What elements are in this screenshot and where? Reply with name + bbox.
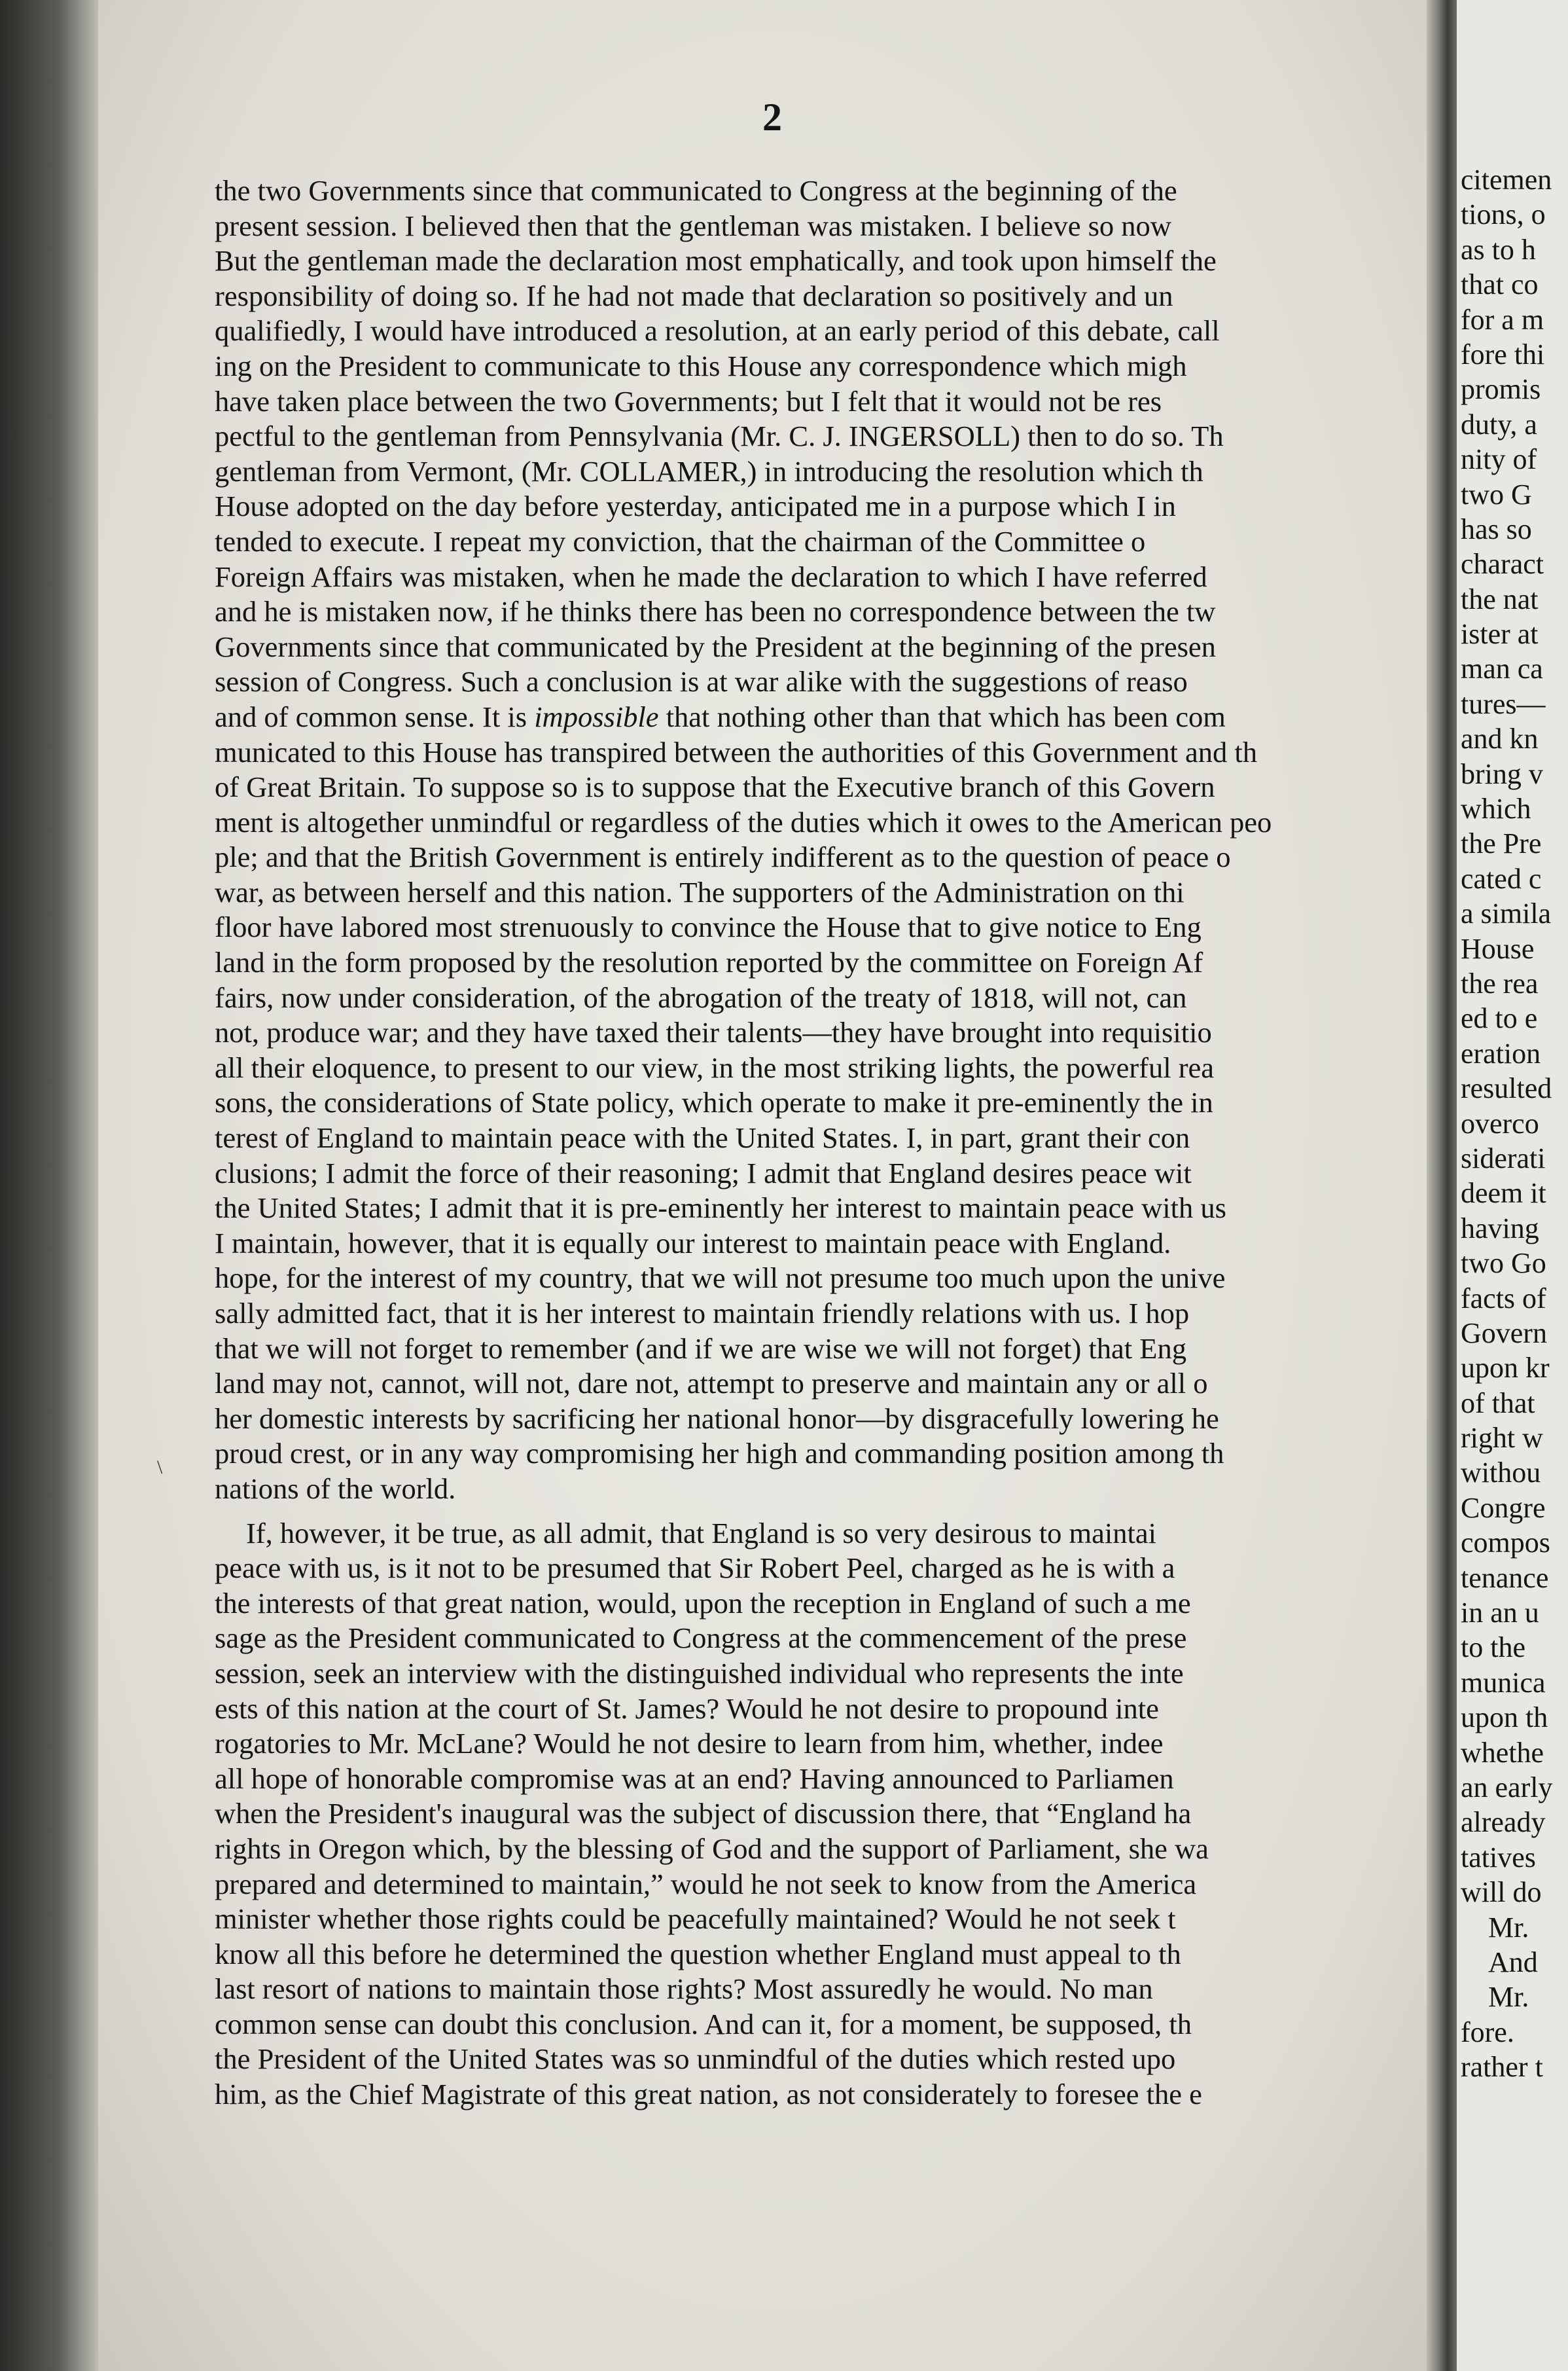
adjacent-text-line: already — [1461, 1806, 1546, 1839]
text-line: him, as the Chief Magistrate of this great nation, as not considerately to foresee the e — [215, 2078, 1202, 2111]
adjacent-text-line: two G — [1461, 478, 1532, 511]
text-line: the interests of that great nation, would, upon the reception in England of such a me — [215, 1586, 1191, 1620]
adjacent-text-line: rather t — [1461, 2051, 1543, 2084]
text-line: prepared and determined to maintain,” would he not seek to know from the America — [215, 1867, 1197, 1900]
adjacent-text-line: an early — [1461, 1771, 1553, 1803]
text-line: peace with us, is it not to be presumed that Sir Robert Peel, charged as he is with a — [215, 1551, 1175, 1585]
page-number: 2 — [762, 96, 782, 139]
adjacent-text-line: nity of — [1461, 443, 1537, 476]
adjacent-text-line: tions, o — [1461, 198, 1546, 231]
text-line: all hope of honorable compromise was at an end? Having announced to Parliamen — [215, 1762, 1174, 1795]
text-line: Governments since that communicated by the President at the beginning of the presen — [215, 630, 1216, 663]
adjacent-text-line: right w — [1461, 1422, 1543, 1455]
text-line: nations of the world. — [215, 1472, 456, 1505]
adjacent-text-line: will do — [1461, 1876, 1542, 1909]
text-line: ment is altogether unmindful or regardless of the duties which it owes to the American peo — [215, 805, 1272, 839]
adjacent-text-line: a simila — [1461, 897, 1552, 930]
adjacent-text-line: charact — [1461, 548, 1544, 581]
text-line: ests of this nation at the court of St. James? Would he not desire to propound inte — [215, 1692, 1159, 1725]
adjacent-text-line: having — [1461, 1212, 1539, 1244]
adjacent-text-line: that co — [1461, 268, 1539, 301]
text-line: I maintain, however, that it is equally our interest to maintain peace with England. — [215, 1226, 1171, 1259]
adjacent-text-line: ed to e — [1461, 1002, 1538, 1035]
adjacent-text-line: two Go — [1461, 1247, 1546, 1280]
adjacent-text-line: has so — [1461, 513, 1532, 545]
text-line: proud crest, or in any way compromising her high and commanding position among th — [215, 1437, 1224, 1470]
margin-mark: ø — [7, 422, 16, 444]
adjacent-text-line: ister at — [1461, 618, 1539, 651]
text-line: terest of England to maintain peace with the United States. I, in part, grant their con — [215, 1121, 1190, 1155]
text-line: her domestic interests by sacrificing her national honor—by disgracefully lowering he — [215, 1402, 1219, 1435]
text-line: that we will not forget to remember (and if we are wise we will not forget) that Eng — [215, 1331, 1186, 1365]
text-line: rights in Oregon which, by the blessing of God and the support of Parliament, she wa — [215, 1832, 1209, 1865]
adjacent-text-line: to the — [1461, 1631, 1525, 1664]
text-line: hope, for the interest of my country, that we will not presume too much upon the unive — [215, 1261, 1226, 1295]
text-line: sally admitted fact, that it is her interest to maintain friendly relations with us. I hop — [215, 1297, 1190, 1330]
text-line: Foreign Affairs was mistaken, when he made the declaration to which I have referred — [215, 560, 1207, 593]
text-line: clusions; I admit the force of their reasoning; I admit that England desires peace wit — [215, 1156, 1192, 1189]
adjacent-text-line: as to h — [1461, 233, 1536, 266]
adjacent-text-line: overco — [1461, 1107, 1539, 1140]
adjacent-text-line: in an u — [1461, 1597, 1539, 1629]
text-line: land in the form proposed by the resolution reported by the committee on Foreign Af — [215, 946, 1203, 979]
adjacent-text-line: fore. — [1461, 2016, 1514, 2048]
adjacent-text-line: Mr. — [1488, 1981, 1529, 2014]
text-line: ple; and that the British Government is entirely indifferent as to the question of peace o — [215, 841, 1231, 874]
text-line: session of Congress. Such a conclusion is at war alike with the suggestions of reaso — [215, 665, 1188, 698]
text-line: floor have labored most strenuously to convince the House that to give notice to Eng — [215, 911, 1202, 944]
adjacent-text-line: whethe — [1461, 1736, 1544, 1769]
text-line: ing on the President to communicate to this House any correspondence which migh — [215, 349, 1187, 382]
emphasis: impossible — [534, 700, 659, 733]
adjacent-text-line: eration — [1461, 1037, 1541, 1070]
text-line: fairs, now under consideration, of the abrogation of the treaty of 1818, will not, can — [215, 981, 1187, 1014]
adjacent-text-line: the rea — [1461, 967, 1539, 1000]
text-line: the two Governments since that communicated to Congress at the beginning of the — [215, 174, 1177, 207]
adjacent-column-text — [1461, 162, 1552, 2084]
adjacent-text-line: tatives — [1461, 1841, 1536, 1873]
adjacent-text-line: for a m — [1461, 303, 1544, 336]
text-line: sage as the President communicated to Congress at the commencement of the prese — [215, 1621, 1187, 1655]
adjacent-text-line: the Pre — [1461, 827, 1542, 860]
adjacent-text-line: which — [1461, 793, 1531, 825]
adjacent-text-line: fore thi — [1461, 338, 1545, 371]
text-line: last resort of nations to maintain those rights? Most assuredly he would. No man — [215, 1972, 1153, 2006]
adjacent-text-line: House — [1461, 932, 1535, 965]
text-line: pectful to the gentleman from Pennsylvania (Mr. C. J. INGERSOLL) then to do so. Th — [215, 420, 1224, 453]
text-line: sons, the considerations of State policy, which operate to make it pre-eminently the in — [215, 1086, 1213, 1119]
text-line: all their eloquence, to present to our view, in the most striking lights, the powerful rea — [215, 1051, 1215, 1084]
adjacent-text-line: of that — [1461, 1386, 1535, 1419]
text-line: gentleman from Vermont, (Mr. COLLAMER,) in introducing the resolution which th — [215, 454, 1203, 488]
main-page — [98, 0, 1446, 2371]
text-line: and of common sense. It is impossible that nothing other than that which has been com — [215, 700, 1226, 733]
text-line: If, however, it be true, as all admit, that England is so very desirous to maintai — [246, 1516, 1156, 1549]
text-line: present session. I believed then that the gentleman was mistaken. I believe so now — [215, 209, 1171, 242]
text-line: responsibility of doing so. If he had not made that declaration so positively and un — [215, 279, 1173, 312]
text-line: land may not, cannot, will not, dare not, attempt to preserve and maintain any or all o — [215, 1367, 1208, 1400]
adjacent-text-line: siderati — [1461, 1142, 1546, 1174]
adjacent-page — [1457, 0, 1568, 2371]
adjacent-text-line: Mr. — [1488, 1911, 1529, 1944]
text-line: not, produce war; and they have taxed their talents—they have brought into requisitio — [215, 1016, 1212, 1049]
adjacent-text-line: Congre — [1461, 1491, 1546, 1524]
adjacent-text-line: bring v — [1461, 757, 1543, 790]
adjacent-text-line: munica — [1461, 1666, 1546, 1699]
text-line: know all this before he determined the question whether England must appeal to th — [215, 1937, 1181, 1970]
text-line: when the President's inaugural was the subject of discussion there, that “England ha — [215, 1797, 1192, 1830]
text-line: war, as between herself and this nation. The supporters of the Administration on thi — [215, 875, 1185, 909]
adjacent-text-line: upon kr — [1461, 1352, 1550, 1385]
adjacent-text-line: man ca — [1461, 653, 1543, 685]
adjacent-text-line: tenance — [1461, 1561, 1549, 1594]
adjacent-text-line: citemen — [1461, 164, 1552, 196]
adjacent-text-line: Govern — [1461, 1316, 1547, 1349]
page-gutter — [1427, 0, 1457, 2371]
adjacent-text-line: withou — [1461, 1457, 1541, 1489]
adjacent-text-line: deem it — [1461, 1177, 1546, 1210]
text-line: But the gentleman made the declaration most emphatically, and took upon himself the — [215, 244, 1217, 278]
adjacent-text-line: compos — [1461, 1527, 1550, 1559]
adjacent-text-line: duty, a — [1461, 408, 1537, 441]
margin-mark: \ — [157, 1457, 163, 1478]
text-line: the United States; I admit that it is pre-eminently her interest to maintain peace with us — [215, 1191, 1226, 1225]
text-line: the President of the United States was so unmindful of the duties which rested upo — [215, 2042, 1176, 2076]
paragraph-gap — [215, 1507, 1446, 1516]
text-line: municated to this House has transpired between the authorities of this Government and th — [215, 735, 1257, 769]
adjacent-text-line: promis — [1461, 373, 1541, 406]
text-line: session, seek an interview with the distinguished individual who represents the inte — [215, 1656, 1184, 1690]
text-line: have taken place between the two Governments; but I felt that it would not be res — [215, 384, 1162, 418]
scan-edge-left — [0, 0, 98, 2371]
text-line: and he is mistaken now, if he thinks there has been no correspondence between the tw — [215, 595, 1216, 628]
main-column-text — [215, 173, 1446, 2112]
adjacent-text-line: tures— — [1461, 687, 1546, 720]
text-line: qualifiedly, I would have introduced a resolution, at an early period of this debate, call — [215, 314, 1220, 348]
adjacent-text-line: the nat — [1461, 583, 1539, 615]
text-line: of Great Britain. To suppose so is to suppose that the Executive branch of this Govern — [215, 770, 1215, 804]
adjacent-text-line: resulted — [1461, 1072, 1552, 1105]
adjacent-text-line: and kn — [1461, 723, 1539, 755]
text-line: tended to execute. I repeat my conviction, that the chairman of the Committee o — [215, 524, 1146, 558]
text-line: rogatories to Mr. McLane? Would he not desire to learn from him, whether, indee — [215, 1727, 1164, 1760]
adjacent-text-line: cated c — [1461, 862, 1542, 895]
text-line: common sense can doubt this conclusion. And can it, for a moment, be supposed, th — [215, 2007, 1192, 2040]
text-line: minister whether those rights could be peacefully maintained? Would he not seek t — [215, 1902, 1176, 1936]
adjacent-text-line: And — [1488, 1946, 1538, 1978]
adjacent-text-line: facts of — [1461, 1282, 1546, 1314]
adjacent-text-line: upon th — [1461, 1701, 1548, 1734]
text-line: House adopted on the day before yesterday, anticipated me in a purpose which I in — [215, 490, 1176, 523]
